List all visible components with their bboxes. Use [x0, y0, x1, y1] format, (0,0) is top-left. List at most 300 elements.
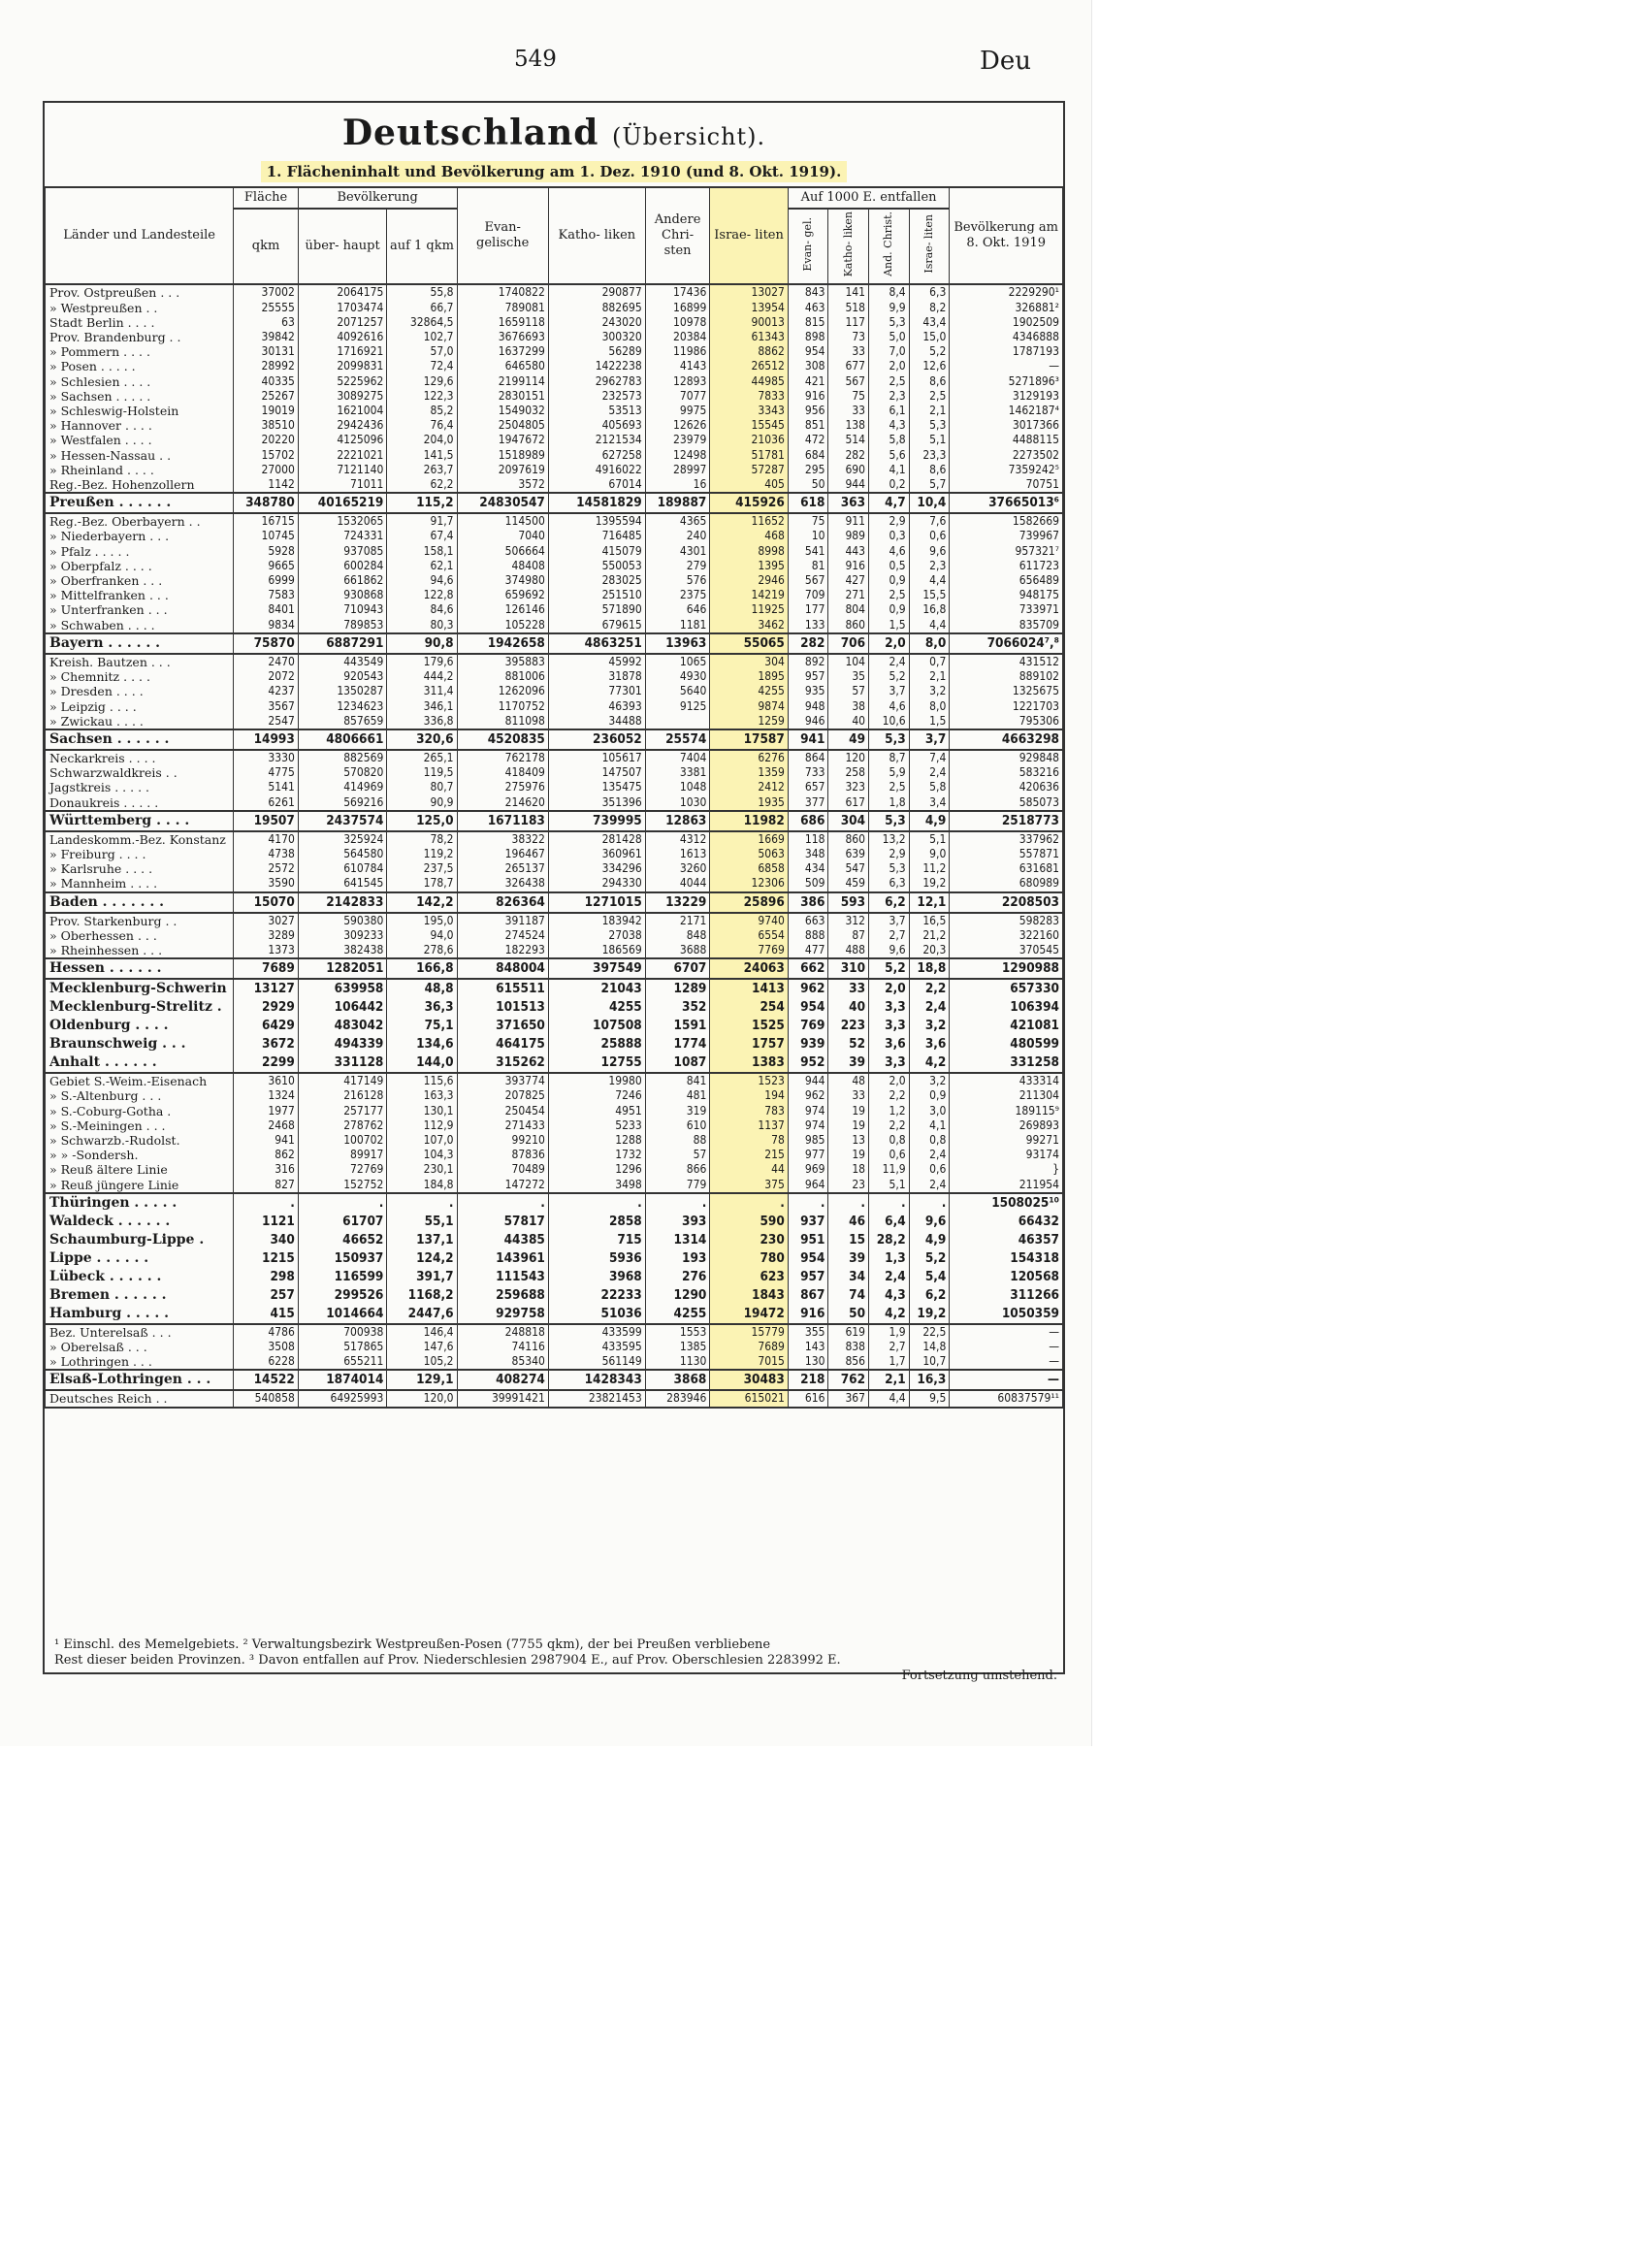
table-cell: 14993 [234, 729, 299, 750]
table-cell: 60837579¹¹ [950, 1390, 1063, 1407]
table-row [46, 913, 1063, 928]
table-cell: 5,8 [869, 433, 910, 447]
table-cell: 10,6 [869, 714, 910, 729]
table-cell: 3,6 [909, 1035, 950, 1053]
table-cell: 33 [828, 344, 869, 359]
table-cell: 119,2 [387, 847, 457, 861]
table-cell: 415 [234, 1305, 299, 1324]
table-cell: 1,9 [869, 1324, 910, 1340]
table-cell: 954 [788, 344, 828, 359]
table-cell: 590380 [298, 913, 387, 928]
table-cell: 4255 [710, 684, 788, 698]
table-cell: 4125096 [298, 433, 387, 447]
table-row [46, 1162, 1063, 1177]
table-cell: 2229290¹ [950, 284, 1063, 300]
table-cell: 2,2 [869, 1088, 910, 1103]
table-cell: 94,0 [387, 928, 457, 943]
table-cell: 337962 [950, 831, 1063, 847]
table-cell: 1325675 [950, 684, 1063, 698]
table-cell: 90,9 [387, 795, 457, 811]
row-label: » Reuß jüngere Linie [46, 1178, 234, 1193]
table-cell: 2468 [234, 1118, 299, 1133]
table-cell: 236052 [548, 729, 645, 750]
table-row [46, 404, 1063, 418]
table-cell: 299526 [298, 1286, 387, 1305]
table-cell: 957 [788, 1268, 828, 1286]
table-row [46, 729, 1063, 750]
table-cell: 0,3 [869, 529, 910, 543]
table-cell: 1395 [710, 559, 788, 573]
table-cell: 154318 [950, 1249, 1063, 1268]
table-cell: 11925 [710, 602, 788, 617]
table-cell: 494339 [298, 1035, 387, 1053]
row-label: » Hannover . . . . [46, 418, 234, 433]
row-label: Braunschweig . . . [46, 1035, 234, 1053]
table-cell: 417149 [298, 1073, 387, 1088]
table-cell: 11982 [710, 811, 788, 831]
table-cell: 21036 [710, 433, 788, 447]
table-row [46, 1268, 1063, 1286]
table-row [46, 1017, 1063, 1035]
row-label: Prov. Ostpreußen . . . [46, 284, 234, 300]
table-row [46, 1370, 1063, 1390]
row-label: » Mittelfranken . . . [46, 588, 234, 602]
table-cell: 90013 [710, 315, 788, 330]
population-table [45, 186, 1063, 1409]
table-cell: 122,8 [387, 588, 457, 602]
table-cell: 2962783 [548, 374, 645, 389]
table-cell: 39 [828, 1053, 869, 1073]
table-cell: 279 [645, 559, 710, 573]
table-cell: 2942436 [298, 418, 387, 433]
table-cell: 1137 [710, 1118, 788, 1133]
table-cell: 248818 [457, 1324, 548, 1340]
table-cell: 593 [828, 892, 869, 913]
row-label: Prov. Starkenburg . . [46, 913, 234, 928]
table-cell: 371650 [457, 1017, 548, 1035]
table-cell: 374980 [457, 573, 548, 588]
table-cell: 1395594 [548, 513, 645, 529]
table-cell: 10,4 [909, 493, 950, 513]
table-cell: 3,2 [909, 1017, 950, 1035]
table-cell: 104,3 [387, 1148, 457, 1162]
table-cell: 195,0 [387, 913, 457, 928]
table-cell: 166,8 [387, 958, 457, 979]
table-cell: — [950, 1324, 1063, 1340]
table-cell: 70489 [457, 1162, 548, 1177]
table-cell: 118 [788, 831, 828, 847]
table-cell: 57287 [710, 463, 788, 477]
table-cell: 141 [828, 284, 869, 300]
table-cell: 48 [828, 1073, 869, 1088]
table-cell: 319 [645, 1104, 710, 1118]
row-label: Deutsches Reich . . [46, 1390, 234, 1407]
table-cell: 415926 [710, 493, 788, 513]
header-pop-1919: Bevölkerung am 8. Okt. 1919 [950, 187, 1063, 284]
table-cell: 11,9 [869, 1162, 910, 1177]
table-row [46, 1354, 1063, 1370]
table-cell: 957 [788, 669, 828, 684]
table-cell: 4775 [234, 765, 299, 780]
table-cell: 4,2 [869, 1305, 910, 1324]
table-cell: 326438 [457, 876, 548, 891]
table-cell: 4,6 [869, 699, 910, 714]
table-cell: 1170752 [457, 699, 548, 714]
table-cell: 322160 [950, 928, 1063, 943]
row-label: Preußen . . . . . . [46, 493, 234, 513]
header-population: Bevölkerung [298, 187, 457, 209]
table-cell: 112,9 [387, 1118, 457, 1133]
row-label: Thüringen . . . . . [46, 1193, 234, 1213]
table-cell: 150937 [298, 1249, 387, 1268]
table-cell: 420636 [950, 780, 1063, 794]
table-cell: 152752 [298, 1178, 387, 1193]
table-cell: 1843 [710, 1286, 788, 1305]
table-cell: 104 [828, 654, 869, 669]
table-row [46, 847, 1063, 861]
table-cell: 2375 [645, 588, 710, 602]
table-cell: 28,2 [869, 1231, 910, 1249]
table-cell: 1383 [710, 1053, 788, 1073]
table-cell: 8,4 [869, 284, 910, 300]
running-head: Deu [980, 47, 1031, 76]
table-row [46, 861, 1063, 876]
table-cell: 15,5 [909, 588, 950, 602]
table-cell: 4663298 [950, 729, 1063, 750]
subtitle-wrap [45, 161, 1063, 182]
table-cell: 8,6 [909, 463, 950, 477]
table-cell: 316 [234, 1162, 299, 1177]
table-cell: 1874014 [298, 1370, 387, 1390]
table-cell: 1373 [234, 943, 299, 958]
table-cell: 5936 [548, 1249, 645, 1268]
table-cell: 133 [788, 618, 828, 633]
table-cell: 352 [645, 998, 710, 1017]
table-cell: 63 [234, 315, 299, 330]
table-cell: 1087 [645, 1053, 710, 1073]
row-label: Donaukreis . . . . . [46, 795, 234, 811]
row-label: Lippe . . . . . . [46, 1249, 234, 1268]
table-cell: 1314 [645, 1231, 710, 1249]
row-label: » Niederbayern . . . [46, 529, 234, 543]
table-cell: 3462 [710, 618, 788, 633]
table-cell: 1508025¹⁰ [950, 1193, 1063, 1213]
table-cell: 142,2 [387, 892, 457, 913]
table-cell: 20220 [234, 433, 299, 447]
table-cell: 1732 [548, 1148, 645, 1162]
row-label: Baden . . . . . . . [46, 892, 234, 913]
row-label: Schwarzwaldkreis . . [46, 765, 234, 780]
row-label: » Schleswig-Holstein [46, 404, 234, 418]
table-cell: 464175 [457, 1035, 548, 1053]
header-evangelical: Evan- gelische [457, 187, 548, 284]
table-cell: 6554 [710, 928, 788, 943]
table-cell: 80,3 [387, 618, 457, 633]
table-cell: 3,3 [869, 998, 910, 1017]
table-cell: 3,6 [869, 1035, 910, 1053]
table-cell: 282 [788, 633, 828, 654]
table-cell: 3330 [234, 750, 299, 765]
table-cell: 391187 [457, 913, 548, 928]
table-cell: 24830547 [457, 493, 548, 513]
table-cell: 5,0 [869, 330, 910, 344]
table-cell: 1296 [548, 1162, 645, 1177]
table-cell: 0,6 [909, 529, 950, 543]
table-cell: 567 [828, 374, 869, 389]
table-cell: 8,0 [909, 699, 950, 714]
table-cell: 1130 [645, 1354, 710, 1370]
table-cell: 795306 [950, 714, 1063, 729]
table-cell: 2,0 [869, 979, 910, 998]
table-cell: 733 [788, 765, 828, 780]
row-label: Neckarkreis . . . . [46, 750, 234, 765]
table-cell: 71011 [298, 477, 387, 493]
table-cell: 331128 [298, 1053, 387, 1073]
table-cell: 5,1 [909, 433, 950, 447]
table-cell: 320,6 [387, 729, 457, 750]
table-cell: 421 [788, 374, 828, 389]
table-row [46, 463, 1063, 477]
table-cell: 120 [828, 750, 869, 765]
table-cell: 88 [645, 1133, 710, 1148]
table-cell: 122,3 [387, 389, 457, 404]
table-cell: 11,2 [909, 861, 950, 876]
table-cell: 331258 [950, 1053, 1063, 1073]
table-cell: 1,5 [869, 618, 910, 633]
table-cell: 10978 [645, 315, 710, 330]
table-cell: 1591 [645, 1017, 710, 1035]
table-cell: 11652 [710, 513, 788, 529]
table-cell: 2,4 [909, 1148, 950, 1162]
table-cell: 20,3 [909, 943, 950, 958]
table-row [46, 1053, 1063, 1073]
table-cell: 64925993 [298, 1390, 387, 1407]
table-cell: 3868 [645, 1370, 710, 1390]
table-cell: 189887 [645, 493, 710, 513]
row-label: » Freiburg . . . . [46, 847, 234, 861]
title-main: Deutschland [341, 113, 599, 153]
table-cell: 989 [828, 529, 869, 543]
table-cell: 62,2 [387, 477, 457, 493]
table-cell: 40335 [234, 374, 299, 389]
table-cell: 24063 [710, 958, 788, 979]
row-label: Kreish. Bautzen . . . [46, 654, 234, 669]
table-body [46, 284, 1063, 1407]
table-cell: 8401 [234, 602, 299, 617]
table-cell: 2,1 [909, 404, 950, 418]
table-row [46, 750, 1063, 765]
row-label: Oldenburg . . . . [46, 1017, 234, 1035]
row-label: Reg.-Bez. Hohenzollern [46, 477, 234, 493]
table-cell: 627258 [548, 448, 645, 463]
table-cell: 39991421 [457, 1390, 548, 1407]
table-cell: 468 [710, 529, 788, 543]
table-cell: 3129193 [950, 389, 1063, 404]
row-label: » Pfalz . . . . . [46, 544, 234, 559]
table-cell: 518 [828, 301, 869, 315]
table-cell: 3688 [645, 943, 710, 958]
row-label: » Rheinland . . . . [46, 463, 234, 477]
table-cell: . [909, 1193, 950, 1213]
table-cell: 105228 [457, 618, 548, 633]
table-cell: 304 [710, 654, 788, 669]
table-cell: . [298, 1193, 387, 1213]
table-cell: 4237 [234, 684, 299, 698]
table-cell: 590 [710, 1213, 788, 1231]
table-row [46, 573, 1063, 588]
table-cell: 8,6 [909, 374, 950, 389]
table-row [46, 1213, 1063, 1231]
table-cell: 27000 [234, 463, 299, 477]
table-cell: 443 [828, 544, 869, 559]
table-cell: 4863251 [548, 633, 645, 654]
table-cell: 265137 [457, 861, 548, 876]
table-cell: 769 [788, 1017, 828, 1035]
table-cell: . [710, 1193, 788, 1213]
table-cell: 2470 [234, 654, 299, 669]
table-cell: 946 [788, 714, 828, 729]
table-cell: 0,7 [909, 654, 950, 669]
table-cell: 2,9 [869, 847, 910, 861]
row-label: » Oberelsaß . . . [46, 1340, 234, 1354]
table-cell: 2,3 [909, 559, 950, 573]
table-cell: 408274 [457, 1370, 548, 1390]
table-cell: 617 [828, 795, 869, 811]
table-cell: 690 [828, 463, 869, 477]
table-cell: 75 [788, 513, 828, 529]
table-row [46, 493, 1063, 513]
table-cell: 4738 [234, 847, 299, 861]
table-cell: 3572 [457, 477, 548, 493]
table-cell: 51036 [548, 1305, 645, 1324]
table-cell: 3498 [548, 1178, 645, 1193]
row-label: Reg.-Bez. Oberbayern . . [46, 513, 234, 529]
table-cell: 3,3 [869, 1053, 910, 1073]
table-cell: 31878 [548, 669, 645, 684]
table-cell: 312 [828, 913, 869, 928]
table-cell: 26512 [710, 359, 788, 373]
table-cell: 144,0 [387, 1053, 457, 1073]
table-cell: 43,4 [909, 315, 950, 330]
table-cell: 1359 [710, 765, 788, 780]
table-cell: 251510 [548, 588, 645, 602]
table-cell: 395883 [457, 654, 548, 669]
table-cell: 298 [234, 1268, 299, 1286]
table-cell: 117 [828, 315, 869, 330]
table-cell: 2,0 [869, 1073, 910, 1088]
table-cell: 1413 [710, 979, 788, 998]
table-cell: 2099831 [298, 359, 387, 373]
table-cell: 147507 [548, 765, 645, 780]
table-cell: 962 [788, 979, 828, 998]
table-cell: 120568 [950, 1268, 1063, 1286]
table-cell: 38322 [457, 831, 548, 847]
table-cell: 827 [234, 1178, 299, 1193]
table-cell: 561149 [548, 1354, 645, 1370]
row-label: » Karlsruhe . . . . [46, 861, 234, 876]
table-cell: 646 [645, 602, 710, 617]
table-cell: 916 [788, 1305, 828, 1324]
table-cell: 386 [788, 892, 828, 913]
table-cell: 2,4 [909, 765, 950, 780]
table-cell: 779 [645, 1178, 710, 1193]
table-cell: 2,4 [909, 1178, 950, 1193]
table-cell: 4520835 [457, 729, 548, 750]
table-cell: 2929 [234, 998, 299, 1017]
table-cell: 283025 [548, 573, 645, 588]
table-cell: 557871 [950, 847, 1063, 861]
table-cell: 1942658 [457, 633, 548, 654]
table-cell: 646580 [457, 359, 548, 373]
table-cell: 838 [828, 1340, 869, 1354]
table-cell: 684 [788, 448, 828, 463]
table-cell: 12498 [645, 448, 710, 463]
table-cell: 1234623 [298, 699, 387, 714]
table-cell: 30483 [710, 1370, 788, 1390]
table-cell: 207825 [457, 1088, 548, 1103]
table-cell: 90,8 [387, 633, 457, 654]
table-cell: 25267 [234, 389, 299, 404]
header-share-kath: Katho- liken [828, 209, 869, 284]
table-row [46, 433, 1063, 447]
table-row [46, 418, 1063, 433]
row-label: » Westfalen . . . . [46, 433, 234, 447]
table-cell: 7246 [548, 1088, 645, 1103]
table-cell: 6,1 [869, 404, 910, 418]
table-cell: 53513 [548, 404, 645, 418]
table-cell: 75870 [234, 633, 299, 654]
table-cell: 5640 [645, 684, 710, 698]
table-cell: 661862 [298, 573, 387, 588]
table-cell: 623 [710, 1268, 788, 1286]
table-cell: 20384 [645, 330, 710, 344]
table-cell: 3027 [234, 913, 299, 928]
table-cell: 4,7 [869, 493, 910, 513]
table-cell: 276 [645, 1268, 710, 1286]
table-cell: 6,3 [909, 284, 950, 300]
row-label: Mecklenburg-Strelitz . [46, 998, 234, 1017]
table-cell: 4,1 [869, 463, 910, 477]
table-cell: 616 [788, 1390, 828, 1407]
table-cell: 375 [710, 1178, 788, 1193]
table-cell: 9,6 [869, 943, 910, 958]
table-row [46, 330, 1063, 344]
table-cell: 1142 [234, 477, 299, 493]
table-cell: 3,2 [909, 684, 950, 698]
table-cell: 211954 [950, 1178, 1063, 1193]
table-cell: 125,0 [387, 811, 457, 831]
row-label: » Mannheim . . . . [46, 876, 234, 891]
table-cell: 5,3 [869, 729, 910, 750]
table-cell: } [950, 1162, 1063, 1177]
table-cell: 1523 [710, 1073, 788, 1088]
table-cell: 4,6 [869, 544, 910, 559]
table-cell: 61343 [710, 330, 788, 344]
row-label: » Oberfranken . . . [46, 573, 234, 588]
table-cell: 421081 [950, 1017, 1063, 1035]
table-cell: 102,7 [387, 330, 457, 344]
table-cell: 1703474 [298, 301, 387, 315]
table-cell: 848 [645, 928, 710, 943]
table-cell: 1014664 [298, 1305, 387, 1324]
table-cell: 73 [828, 330, 869, 344]
table-cell: 271433 [457, 1118, 548, 1133]
table-cell: 15779 [710, 1324, 788, 1340]
table-cell: 15 [828, 1231, 869, 1249]
table-cell: 391,7 [387, 1268, 457, 1286]
table-cell: 6228 [234, 1354, 299, 1370]
table-cell: 405 [710, 477, 788, 493]
